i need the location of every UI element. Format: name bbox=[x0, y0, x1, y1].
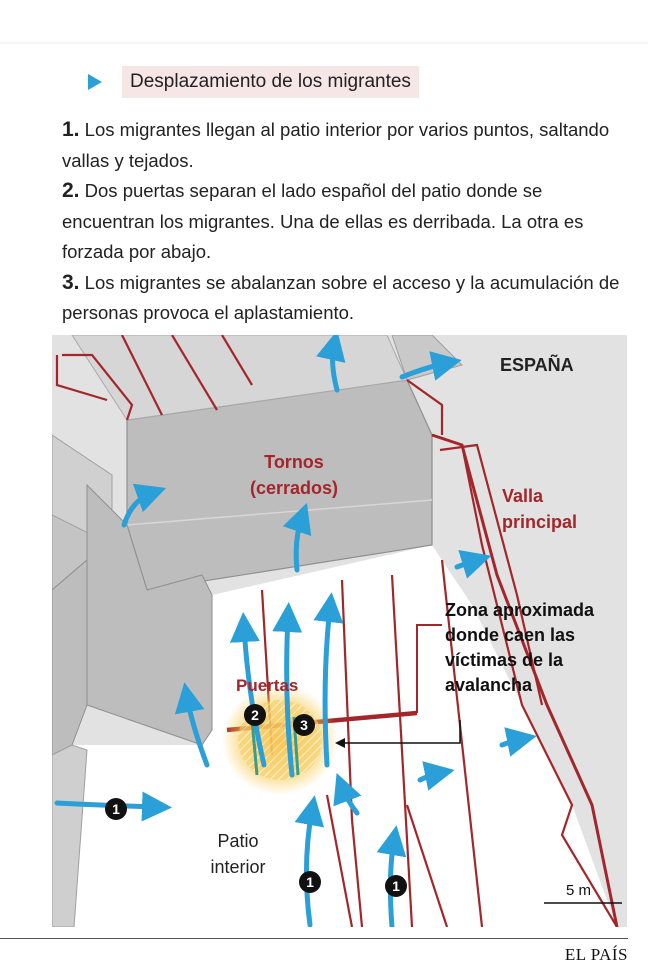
label-zona-1: Zona aproximada bbox=[445, 600, 595, 620]
steps-list bbox=[62, 115, 637, 329]
label-tornos-1: Tornos bbox=[264, 452, 324, 472]
marker-1a bbox=[105, 798, 127, 820]
marker-2 bbox=[244, 704, 266, 726]
section-title: Desplazamiento de los migrantes bbox=[122, 66, 419, 98]
watermark-strip bbox=[0, 0, 648, 44]
section-header bbox=[88, 66, 419, 98]
triangle-right-icon bbox=[88, 74, 102, 90]
label-valla-1: Valla bbox=[502, 486, 544, 506]
label-zona-4: avalancha bbox=[445, 675, 533, 695]
label-spain: ESPAÑA bbox=[500, 355, 574, 375]
label-patio-1: Patio bbox=[217, 831, 259, 851]
svg-text:5 m: 5 m bbox=[566, 882, 592, 899]
label-puertas: Puertas bbox=[236, 676, 299, 695]
label-valla-2: principal bbox=[502, 512, 578, 532]
label-zona-2: donde caen las bbox=[445, 625, 576, 645]
step-3: 3. Los migrantes se abalanzan sobre el acceso y la acumulación de personas provoca el aplastamiento. bbox=[62, 270, 620, 323]
label-tornos-2: (cerrados) bbox=[249, 478, 339, 498]
border-map bbox=[52, 335, 627, 927]
marker-1b bbox=[299, 871, 321, 893]
publisher-logo: EL PAÍS bbox=[564, 945, 628, 964]
label-patio-2: interior bbox=[210, 857, 266, 877]
step-1: 1. Los migrantes llegan al patio interior por varios puntos, saltando vallas y tejados. bbox=[62, 118, 610, 171]
svg-text:3: 3 bbox=[300, 717, 308, 733]
marker-1c bbox=[385, 875, 407, 897]
step-2: 2. Dos puertas separan el lado español del patio donde se encuentran los migrantes. Una de ellas es derribada. La otra es forzada por abajo. bbox=[62, 179, 584, 262]
svg-text:1: 1 bbox=[392, 878, 400, 894]
footer-rule bbox=[0, 938, 628, 939]
svg-text:1: 1 bbox=[306, 874, 314, 890]
svg-text:1: 1 bbox=[112, 801, 120, 817]
label-zona-3: víctimas de la bbox=[445, 650, 564, 670]
marker-3 bbox=[293, 714, 315, 736]
svg-text:2: 2 bbox=[251, 707, 259, 723]
